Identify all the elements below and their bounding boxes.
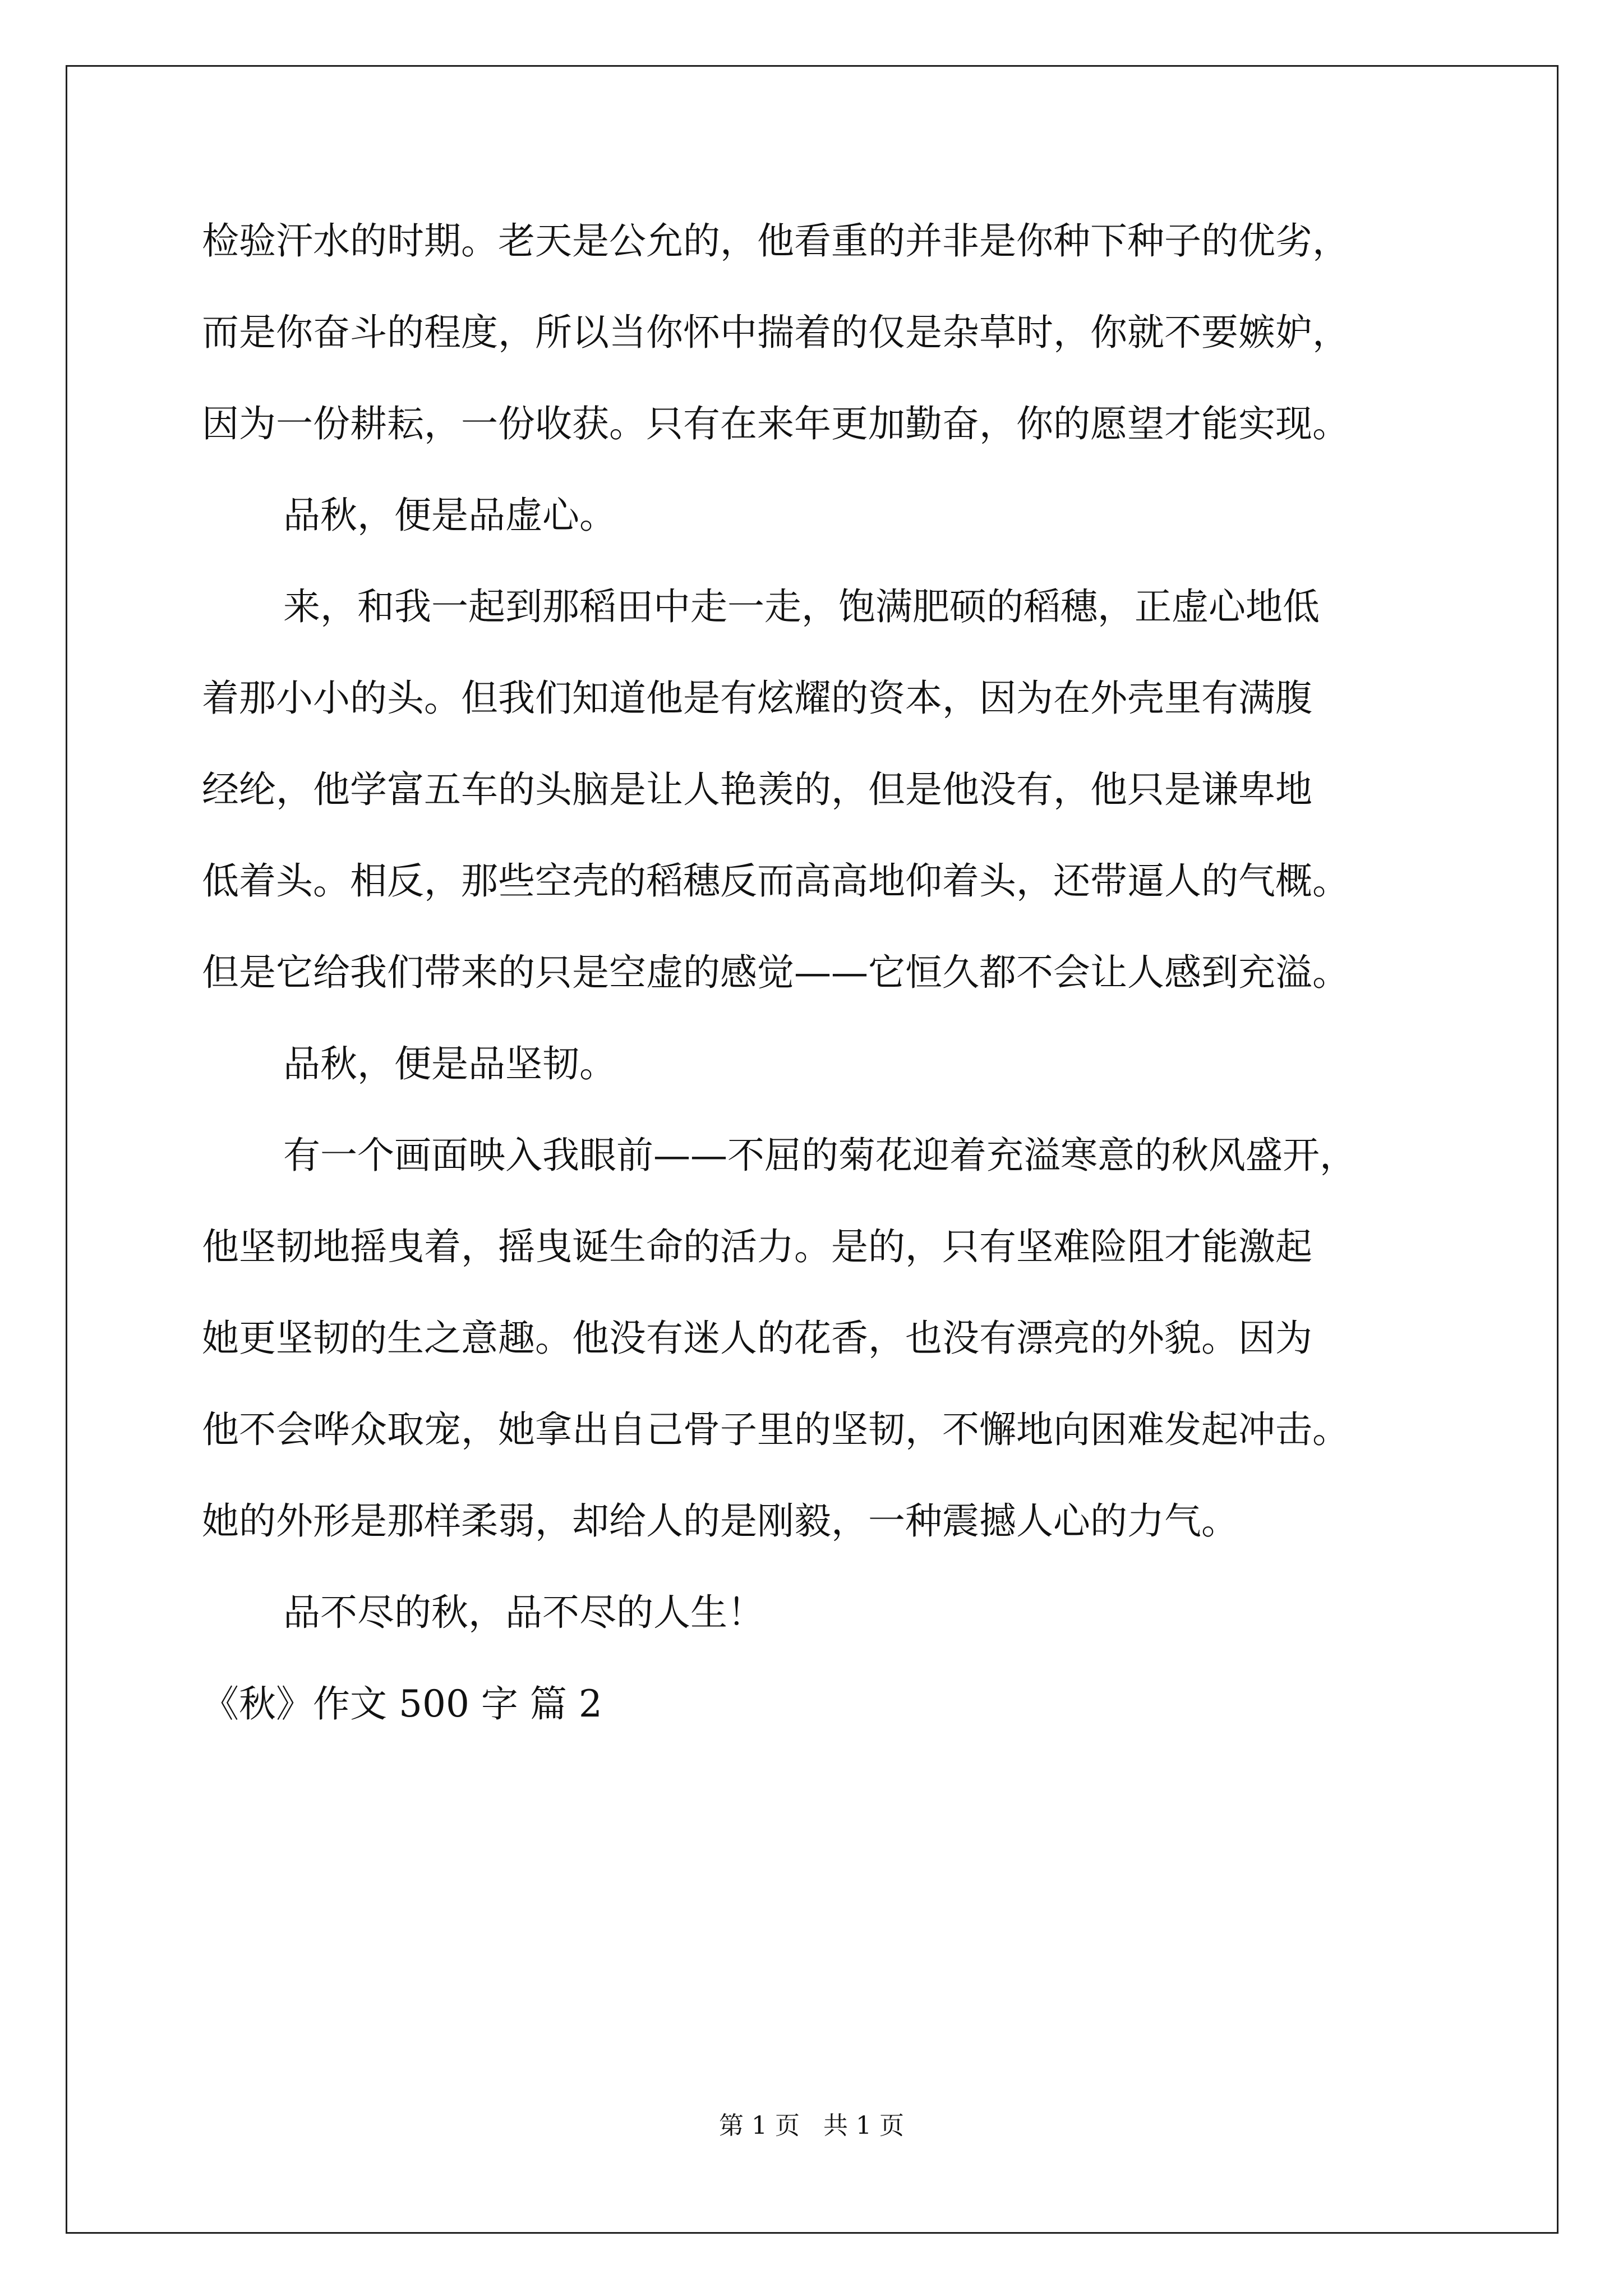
paragraph-6-line-1: 品不尽的秋，品不尽的人生！ <box>283 1591 764 1634</box>
paragraph-2-line-1: 品秋，便是品虚心。 <box>283 494 616 537</box>
paragraph-5-line-1: 有一个画面映入我眼前——不屈的菊花迎着充溢寒意的秋风盛开， <box>283 1134 1357 1177</box>
page-footer: 第 1 页 共 1 页 <box>719 2111 904 2140</box>
paragraph-3-line-4: 低着头。相反，那些空壳的稻穗反而高高地仰着头，还带逼人的气概。 <box>202 859 1349 903</box>
paragraph-5-line-3: 她更坚韧的生之意趣。他没有迷人的花香，也没有漂亮的外貌。因为 <box>202 1317 1312 1360</box>
paragraph-1-line-2: 而是你奋斗的程度，所以当你怀中揣着的仅是杂草时，你就不要嫉妒， <box>202 311 1349 354</box>
paragraph-3-line-3: 经纶，他学富五车的头脑是让人艳羡的，但是他没有，他只是谦卑地 <box>202 768 1312 811</box>
paragraph-4-line-1: 品秋，便是品坚韧。 <box>283 1042 616 1085</box>
paragraph-3-line-5: 但是它给我们带来的只是空虚的感觉——它恒久都不会让人感到充溢。 <box>202 951 1349 994</box>
paragraph-3-line-2: 着那小小的头。但我们知道他是有炫耀的资本，因为在外壳里有满腹 <box>202 677 1312 720</box>
section-heading: 《秋》作文 500 字 篇 2 <box>202 1682 602 1726</box>
paragraph-3-line-1: 来，和我一起到那稻田中走一走，饱满肥硕的稻穗，正虚心地低 <box>283 585 1320 628</box>
paragraph-1-line-3: 因为一份耕耘，一份收获。只有在来年更加勤奋，你的愿望才能实现。 <box>202 402 1349 445</box>
paragraph-1-line-1: 检验汗水的时期。老天是公允的，他看重的并非是你种下种子的优劣， <box>202 219 1349 263</box>
paragraph-5-line-4: 他不会哗众取宠，她拿出自己骨子里的坚韧，不懈地向困难发起冲击。 <box>202 1408 1349 1451</box>
paragraph-5-line-2: 他坚韧地摇曳着，摇曳诞生命的活力。是的，只有坚难险阻才能激起 <box>202 1225 1312 1268</box>
paragraph-5-line-5: 她的外形是那样柔弱，却给人的是刚毅，一种震撼人心的力气。 <box>202 1499 1238 1543</box>
